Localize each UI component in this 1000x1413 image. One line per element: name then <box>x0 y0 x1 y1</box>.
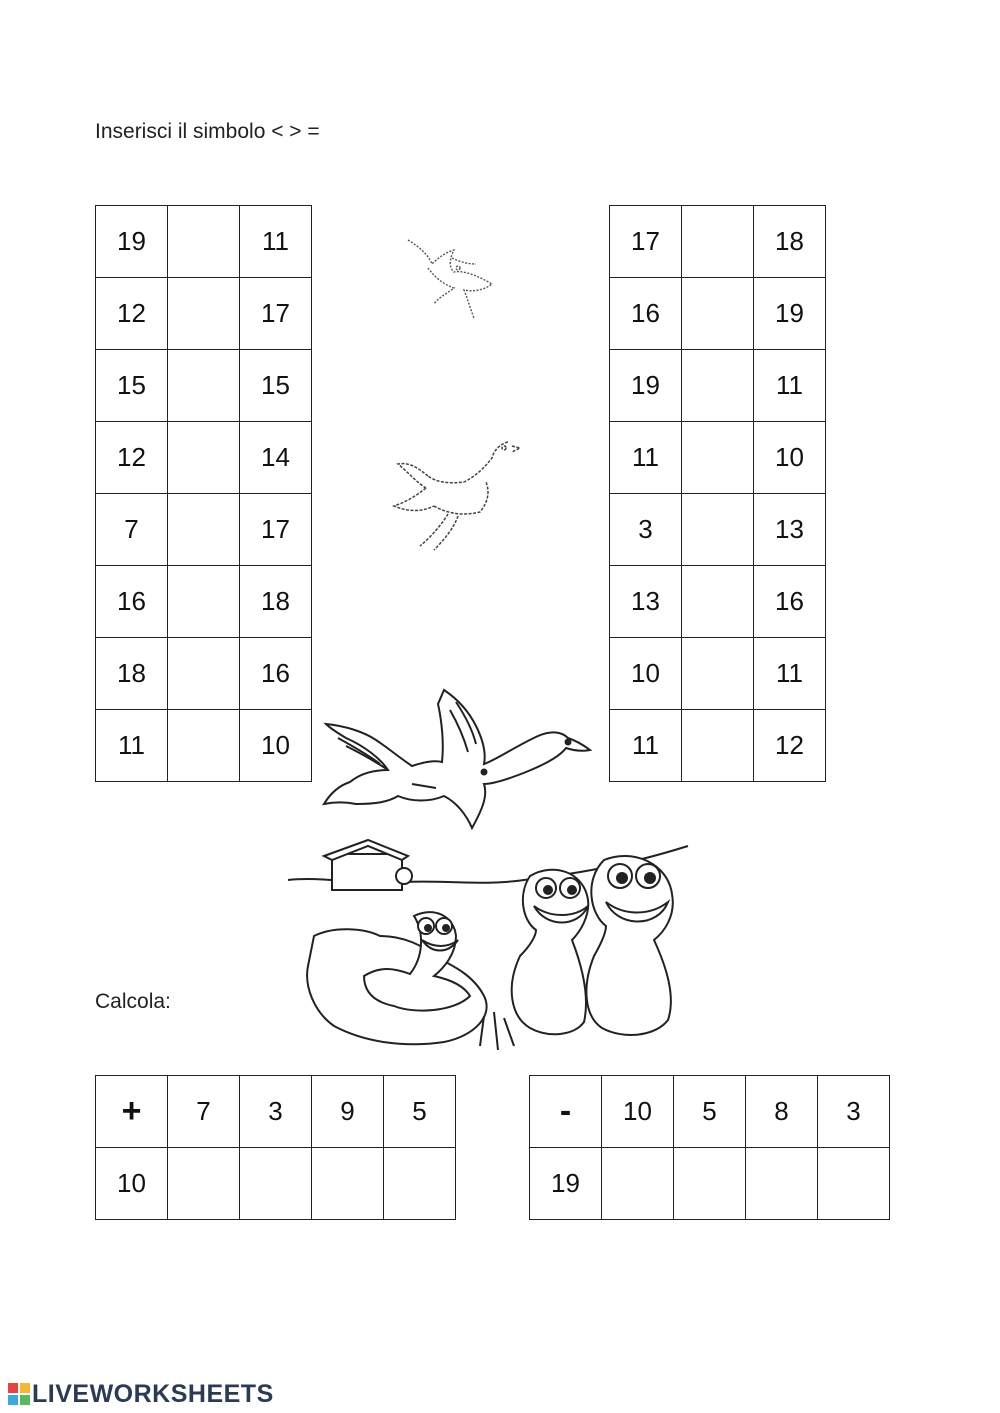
right-compare-symbol-input[interactable] <box>682 494 754 566</box>
right-compare-symbol-input[interactable] <box>682 350 754 422</box>
subtraction-header-cell: 5 <box>674 1076 746 1148</box>
addition-table <box>95 1075 456 1220</box>
subtraction-answer-input[interactable] <box>602 1148 674 1220</box>
left-compare-left-number: 16 <box>96 566 168 638</box>
right-compare-row <box>610 278 826 350</box>
right-compare-left-number: 11 <box>610 422 682 494</box>
left-compare-right-number: 16 <box>240 638 312 710</box>
left-compare-symbol-input[interactable] <box>168 350 240 422</box>
left-compare-right-number: 14 <box>240 422 312 494</box>
liveworksheets-logo <box>8 1380 274 1409</box>
subtraction-operator: - <box>530 1076 602 1148</box>
right-compare-table <box>609 205 826 782</box>
left-compare-symbol-input[interactable] <box>168 278 240 350</box>
subtraction-answer-input[interactable] <box>746 1148 818 1220</box>
left-compare-right-number: 10 <box>240 710 312 782</box>
right-compare-right-number: 16 <box>754 566 826 638</box>
left-compare-symbol-input[interactable] <box>168 638 240 710</box>
right-compare-right-number: 10 <box>754 422 826 494</box>
right-compare-left-number: 19 <box>610 350 682 422</box>
compare-instruction: Inserisci il simbolo < > = <box>95 120 320 143</box>
left-compare-left-number: 18 <box>96 638 168 710</box>
right-compare-right-number: 11 <box>754 638 826 710</box>
left-compare-symbol-input[interactable] <box>168 206 240 278</box>
liveworksheets-logo-text: LIVEWORKSHEETS <box>32 1380 274 1408</box>
right-compare-row <box>610 710 826 782</box>
right-compare-left-number: 17 <box>610 206 682 278</box>
subtraction-answer-input[interactable] <box>674 1148 746 1220</box>
left-compare-symbol-input[interactable] <box>168 710 240 782</box>
left-compare-symbol-input[interactable] <box>168 422 240 494</box>
right-compare-row <box>610 638 826 710</box>
right-compare-symbol-input[interactable] <box>682 638 754 710</box>
left-compare-left-number: 12 <box>96 422 168 494</box>
right-compare-symbol-input[interactable] <box>682 422 754 494</box>
left-compare-left-number: 11 <box>96 710 168 782</box>
left-compare-left-number: 12 <box>96 278 168 350</box>
subtraction-answer-input[interactable] <box>818 1148 890 1220</box>
right-compare-left-number: 13 <box>610 566 682 638</box>
left-compare-row <box>96 494 312 566</box>
addition-answer-input[interactable] <box>240 1148 312 1220</box>
subtraction-header-cell: 10 <box>602 1076 674 1148</box>
subtraction-table <box>529 1075 890 1220</box>
right-compare-row <box>610 422 826 494</box>
left-compare-row <box>96 710 312 782</box>
addition-answer-input[interactable] <box>312 1148 384 1220</box>
right-compare-right-number: 11 <box>754 350 826 422</box>
addition-header-cell: 9 <box>312 1076 384 1148</box>
addition-answer-input[interactable] <box>384 1148 456 1220</box>
subtraction-header-cell: 8 <box>746 1076 818 1148</box>
right-compare-left-number: 3 <box>610 494 682 566</box>
right-compare-symbol-input[interactable] <box>682 710 754 782</box>
right-compare-right-number: 13 <box>754 494 826 566</box>
right-compare-row <box>610 566 826 638</box>
left-compare-left-number: 19 <box>96 206 168 278</box>
left-compare-right-number: 15 <box>240 350 312 422</box>
flying-goose-illustration <box>398 228 508 328</box>
right-compare-right-number: 18 <box>754 206 826 278</box>
left-compare-right-number: 17 <box>240 494 312 566</box>
left-compare-row <box>96 206 312 278</box>
right-compare-symbol-input[interactable] <box>682 278 754 350</box>
flying-geese-illustration <box>388 432 528 560</box>
left-compare-right-number: 11 <box>240 206 312 278</box>
addition-header-cell: 5 <box>384 1076 456 1148</box>
right-compare-row <box>610 350 826 422</box>
left-compare-row <box>96 422 312 494</box>
right-compare-symbol-input[interactable] <box>682 566 754 638</box>
subtraction-row-value: 19 <box>530 1148 602 1220</box>
addition-answer-input[interactable] <box>168 1148 240 1220</box>
left-compare-right-number: 18 <box>240 566 312 638</box>
right-compare-left-number: 10 <box>610 638 682 710</box>
addition-operator: + <box>96 1076 168 1148</box>
ducklings-pond-illustration <box>284 836 696 1058</box>
addition-header-cell: 3 <box>240 1076 312 1148</box>
right-compare-row <box>610 494 826 566</box>
right-compare-row <box>610 206 826 278</box>
right-compare-right-number: 19 <box>754 278 826 350</box>
left-compare-row <box>96 350 312 422</box>
left-compare-symbol-input[interactable] <box>168 566 240 638</box>
subtraction-header-cell: 3 <box>818 1076 890 1148</box>
right-compare-right-number: 12 <box>754 710 826 782</box>
left-compare-left-number: 7 <box>96 494 168 566</box>
right-compare-left-number: 16 <box>610 278 682 350</box>
liveworksheets-logo-icon <box>8 1383 30 1405</box>
left-compare-row <box>96 566 312 638</box>
addition-row-value: 10 <box>96 1148 168 1220</box>
left-compare-left-number: 15 <box>96 350 168 422</box>
addition-header-cell: 7 <box>168 1076 240 1148</box>
left-compare-row <box>96 638 312 710</box>
right-compare-left-number: 11 <box>610 710 682 782</box>
left-compare-right-number: 17 <box>240 278 312 350</box>
large-flying-goose-illustration <box>316 684 600 834</box>
left-compare-symbol-input[interactable] <box>168 494 240 566</box>
left-compare-table <box>95 205 312 782</box>
left-compare-row <box>96 278 312 350</box>
calculate-instruction: Calcola: <box>95 990 171 1013</box>
right-compare-symbol-input[interactable] <box>682 206 754 278</box>
